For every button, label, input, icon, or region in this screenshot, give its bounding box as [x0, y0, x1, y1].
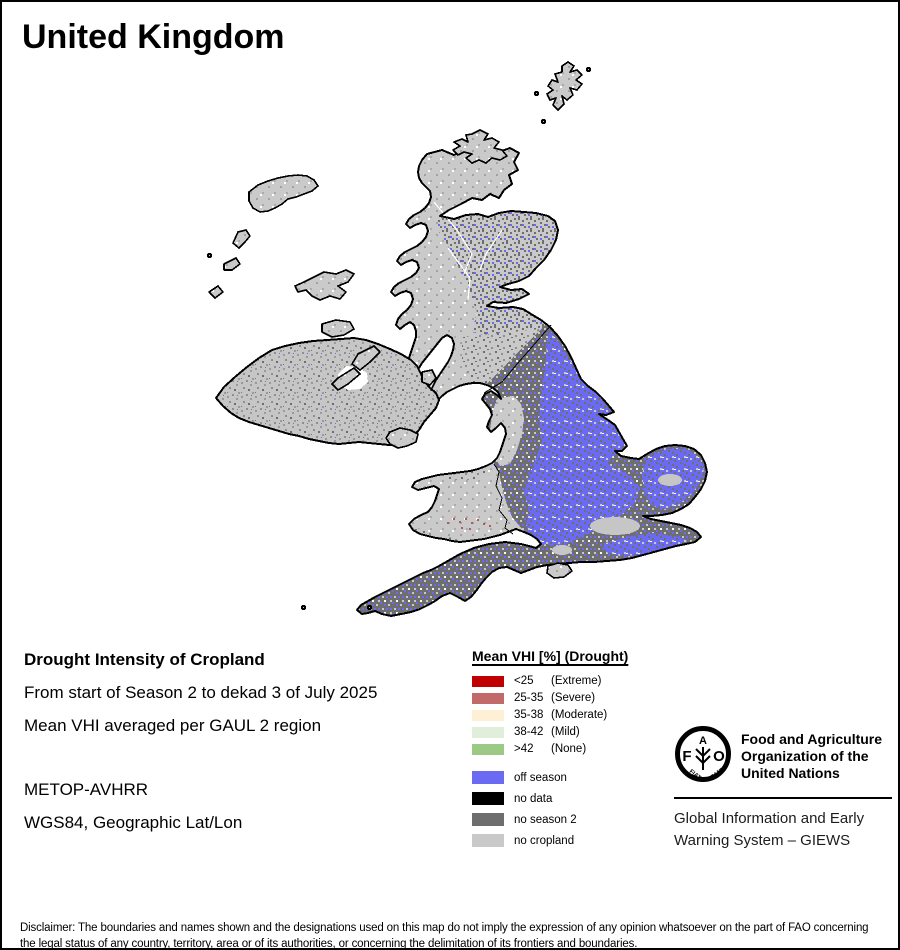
map-projection-line: WGS84, Geographic Lat/Lon	[24, 813, 243, 832]
fao-org-name: Food and Agriculture Organization of the United Nations	[741, 731, 883, 781]
legend-extra-label: no cropland	[514, 834, 575, 847]
map-period-line: From start of Season 2 to dekad 3 of July 2025	[24, 683, 378, 702]
fao-divider	[674, 797, 892, 799]
legend-swatch-no-season-2	[472, 813, 504, 826]
map-method-line: Mean VHI averaged per GAUL 2 region	[24, 716, 322, 735]
fao-branding-block	[674, 725, 894, 852]
fao-motto-fiat: FIAT	[687, 768, 702, 782]
legend-row-no-cropland	[472, 831, 628, 850]
disclaimer-text: Disclaimer: The boundaries and names shown and the designations used on this map do not imply the expression of any opinion whatsoever on the part of FAO concerning the legal status of any country, territory, area or of its authorities, or concerning the delimitation of its frontiers and boundaries.	[20, 921, 869, 950]
legend-value: <25	[514, 675, 534, 687]
legend-extra-label: off season	[514, 771, 567, 784]
legend-swatch-no-cropland	[472, 834, 504, 847]
legend-value: 25-35	[514, 692, 544, 704]
fao-letter-a: A	[699, 735, 707, 747]
legend-swatch-none	[472, 744, 504, 755]
legend-value: >42	[514, 743, 534, 755]
page-title: United Kingdom	[22, 18, 285, 56]
legend-value: 38-42	[514, 726, 544, 738]
legend-extra-label: no season 2	[514, 813, 577, 826]
legend-row-mild	[472, 724, 628, 740]
legend-row-moderate	[472, 707, 628, 723]
legend-swatch-mild	[472, 727, 504, 738]
legend-swatch-off-season	[472, 771, 504, 784]
map-sensor-line: METOP-AVHRR	[24, 780, 149, 799]
legend-swatch-moderate	[472, 710, 504, 721]
legend-value: 35-38	[514, 709, 544, 721]
fao-logo-icon	[674, 725, 732, 783]
legend-title: Mean VHI [%] (Drought)	[472, 648, 629, 664]
legend-row-off-season	[472, 768, 628, 787]
map-info-block	[24, 650, 377, 846]
fao-motto-panis: PANIS	[710, 765, 728, 781]
legend-swatch-no-data	[472, 792, 504, 805]
legend-swatch-extreme	[472, 676, 504, 687]
legend-extra-label: no data	[514, 792, 553, 805]
giews-label: Global Information and Early Warning System – GIEWS	[674, 810, 865, 849]
map-legend	[472, 648, 628, 852]
fao-letter-f: F	[682, 748, 692, 765]
legend-swatch-severe	[472, 693, 504, 704]
legend-row-severe	[472, 690, 628, 706]
legend-row-no-data	[472, 789, 628, 808]
legend-row-none	[472, 741, 628, 757]
legend-qualifier: (Moderate)	[551, 709, 608, 721]
legend-qualifier: (Mild)	[551, 726, 580, 738]
legend-row-extreme	[472, 673, 628, 689]
legend-qualifier: (Extreme)	[551, 675, 602, 687]
legend-row-no-season-2	[472, 810, 628, 829]
map-subject-heading: Drought Intensity of Cropland	[24, 650, 265, 669]
fao-letter-o: O	[713, 748, 725, 765]
legend-qualifier: (None)	[551, 743, 587, 755]
legend-qualifier: (Severe)	[551, 692, 596, 704]
